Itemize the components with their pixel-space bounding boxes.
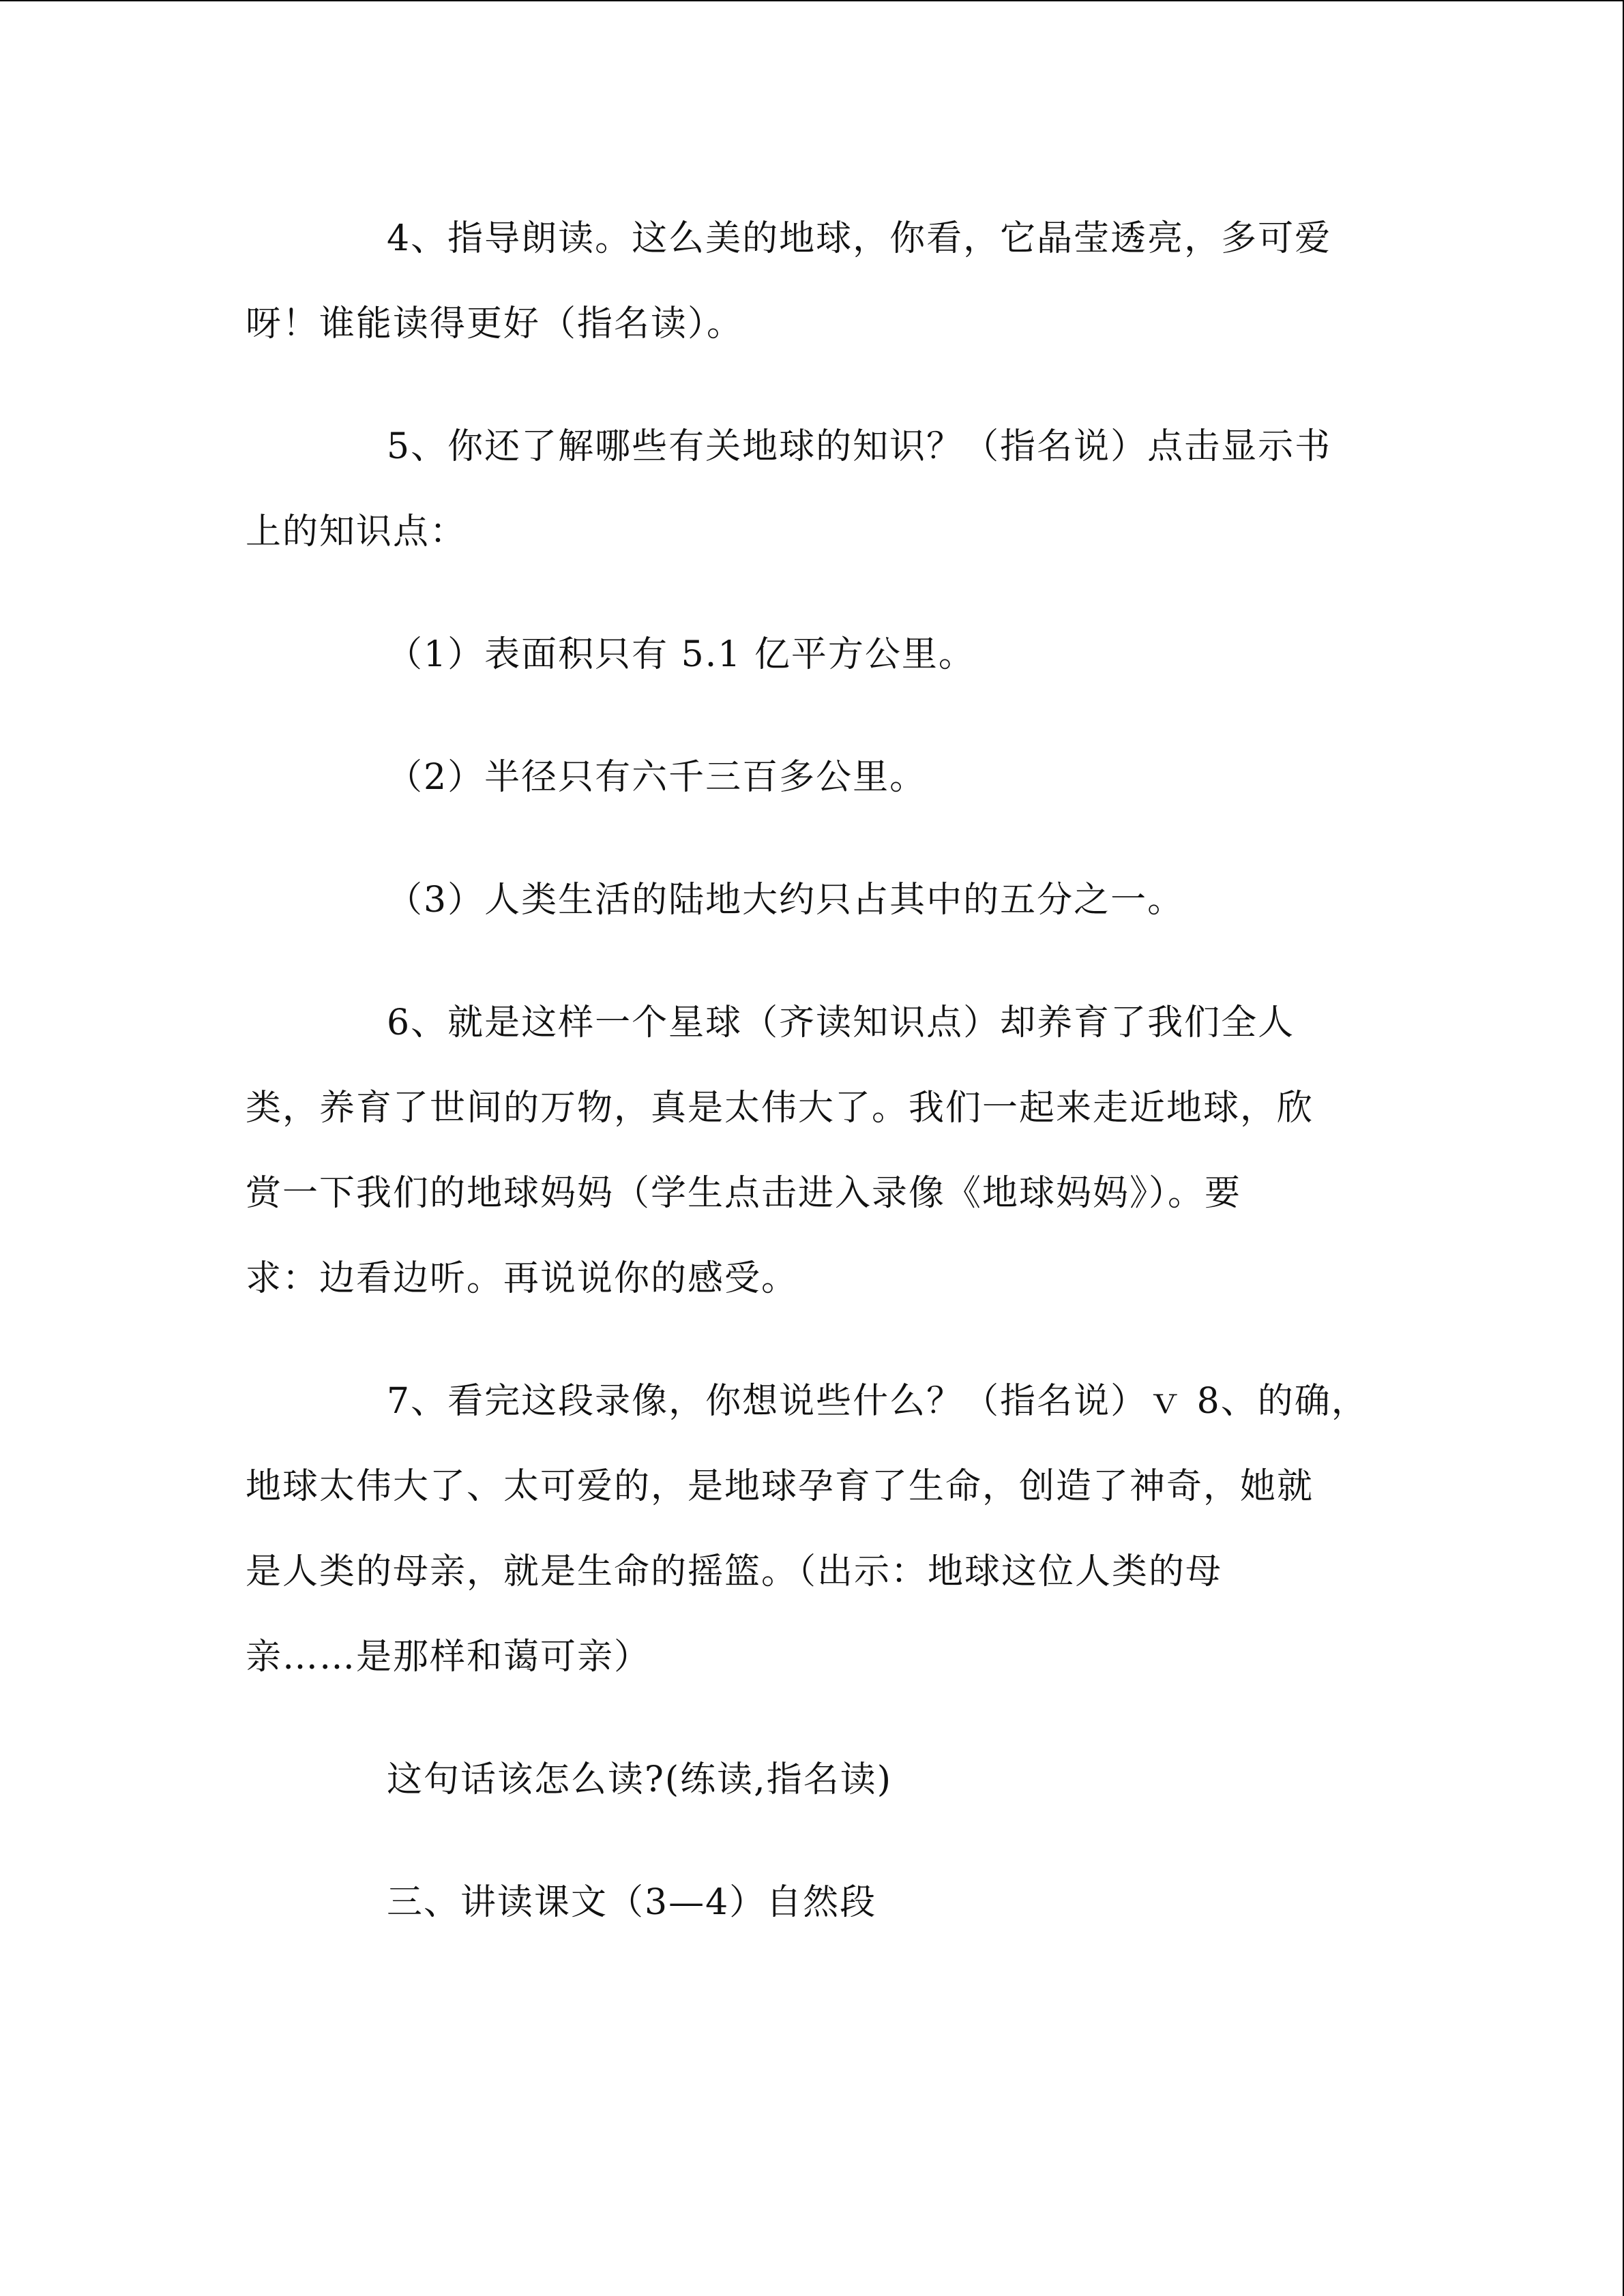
section-heading: 三、讲读课文（3—4）自然段 xyxy=(387,1882,877,1923)
paragraph-4-line-1: 4、指导朗读。这么美的地球，你看，它晶莹透亮，多可爱 xyxy=(387,218,1332,259)
paragraph-6-line-2: 类，养育了世间的万物，真是太伟大了。我们一起来走近地球，欣 xyxy=(246,1088,1314,1129)
knowledge-point-1: （1）表面积只有 5.1 亿平方公里。 xyxy=(387,634,975,675)
paragraph-6-line-4: 求：边看边听。再说说你的感受。 xyxy=(246,1258,799,1299)
paragraph-5-line-1: 5、你还了解哪些有关地球的知识？（指名说）点击显示书 xyxy=(387,426,1332,467)
paragraph-7-line-1: 7、看完这段录像，你想说些什么？（指名说）ｖ 8、的确， xyxy=(387,1381,1368,1422)
paragraph-7-line-2: 地球太伟大了、太可爱的，是地球孕育了生命，创造了神奇，她就 xyxy=(246,1466,1314,1507)
paragraph-6-line-3: 赏一下我们的地球妈妈（学生点击进入录像《地球妈妈》）。要 xyxy=(246,1173,1242,1214)
paragraph-7-line-4: 亲……是那样和蔼可亲） xyxy=(246,1637,651,1678)
paragraph-5-line-2: 上的知识点： xyxy=(246,511,467,552)
paragraph-4-line-2: 呀！谁能读得更好（指名读）。 xyxy=(246,303,744,344)
reading-question: 这句话该怎么读?(练读,指名读) xyxy=(387,1759,892,1800)
paragraph-6-line-1: 6、就是这样一个星球（齐读知识点）却养育了我们全人 xyxy=(387,1002,1295,1043)
paragraph-7-line-3: 是人类的母亲，就是生命的摇篮。（出示：地球这位人类的母 xyxy=(246,1551,1223,1592)
knowledge-point-2: （2）半径只有六千三百多公里。 xyxy=(387,757,927,798)
knowledge-point-3: （3）人类生活的陆地大约只占其中的五分之一。 xyxy=(387,880,1185,921)
